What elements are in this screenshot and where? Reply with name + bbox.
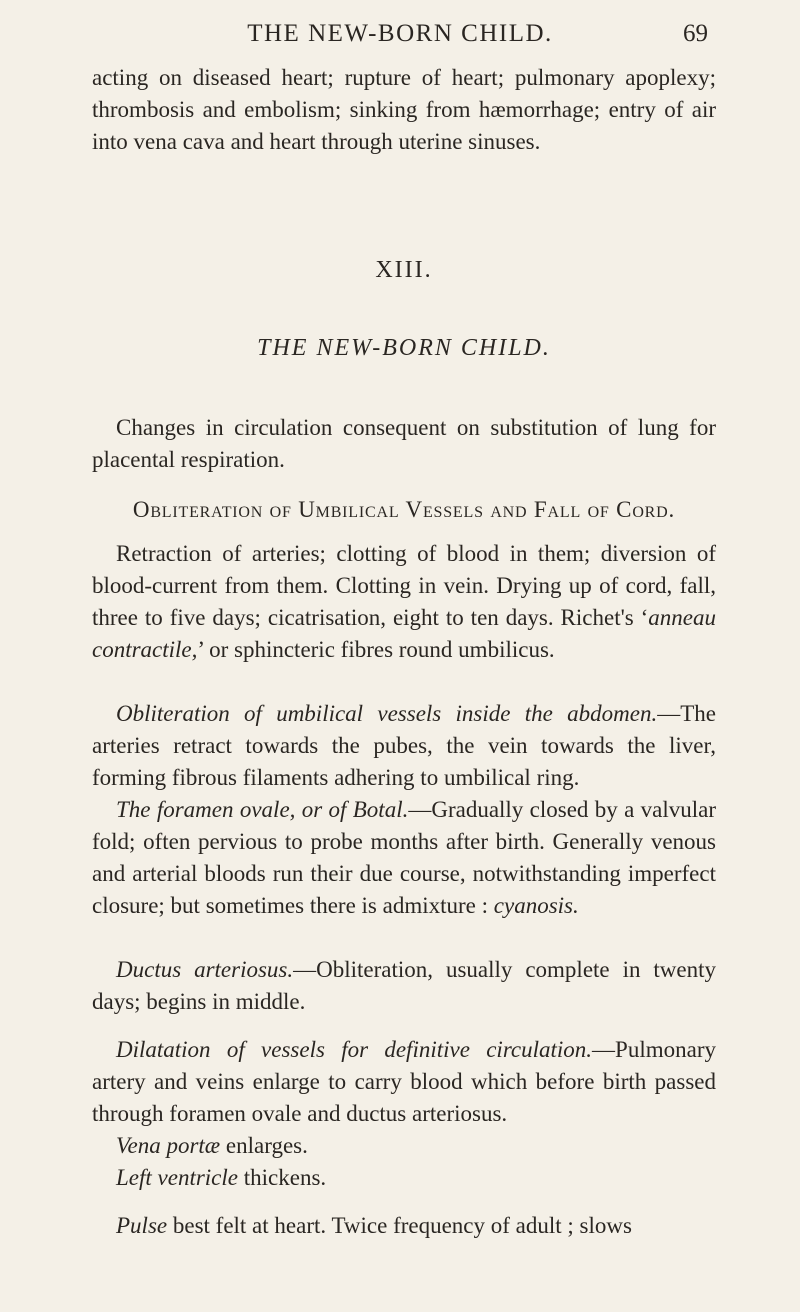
left-ventricle-term: Left ventricle bbox=[116, 1165, 238, 1190]
ductus-term: Ductus arteriosus. bbox=[116, 957, 294, 982]
page-number: 69 bbox=[683, 20, 708, 47]
pulse-term: Pulse bbox=[116, 1213, 168, 1238]
retraction-text-end: ’ or sphincteric fibres round umbilicus. bbox=[197, 637, 555, 662]
foramen-term: The foramen ovale, or of Botal. bbox=[116, 797, 409, 822]
dilatation-paragraph bbox=[92, 1034, 716, 1130]
obliteration-inside-term: Obliteration of umbilical vessels inside the abdomen. bbox=[116, 701, 658, 726]
dilatation-term: Dilatation of vessels for definitive circulation. bbox=[116, 1037, 593, 1062]
vena-portae-term: Vena portæ bbox=[116, 1133, 221, 1158]
dilatation-text: —Pulmonary artery and veins enlarge to carry blood which before birth passed through foramen ovale and ductus arteriosus. bbox=[92, 1037, 716, 1126]
retraction-paragraph bbox=[92, 538, 716, 666]
obliteration-inside-text: —The arteries retract towards the pubes, the vein towards the liver, forming fibrous filaments adhering to umbilical ring. bbox=[92, 701, 716, 790]
retraction-italic: anneau contractile, bbox=[92, 605, 716, 662]
obliteration-inside-paragraph bbox=[92, 698, 716, 794]
pulse-line bbox=[92, 1210, 716, 1242]
chapter-title: THE NEW-BORN CHILD. bbox=[257, 335, 551, 361]
ductus-paragraph bbox=[92, 954, 716, 1018]
left-ventricle-line bbox=[92, 1162, 716, 1194]
pulse-text: best felt at heart. Twice frequency of adult ; slows bbox=[167, 1213, 632, 1238]
vena-portae-line bbox=[92, 1130, 716, 1162]
section-heading: Obliteration of Umbilical Vessels and Fall of Cord. bbox=[132, 497, 676, 522]
intro-paragraph: Changes in circulation consequent on substitution of lung for placental respiration. bbox=[92, 415, 716, 472]
retraction-text-start: Retraction of arteries; clotting of blood in them; diversion of blood-current from them. Clotting in vein. Drying up of cord, fall, three to five days; cicatrisation, eight to ten days. Richet's ‘ bbox=[92, 541, 716, 630]
ductus-text: —Obliteration, usually complete in twenty days; begins in middle. bbox=[92, 957, 716, 1014]
foramen-paragraph bbox=[92, 794, 716, 922]
left-ventricle-text: thickens. bbox=[238, 1165, 327, 1190]
running-title: THE NEW-BORN CHILD. bbox=[247, 20, 553, 47]
foramen-text: —Gradually closed by a valvular fold; often pervious to probe months after birth. Generally venous and arterial bloods run their due course, notwithstanding imperfect closure; but sometimes there is admixture : bbox=[92, 797, 716, 918]
running-head bbox=[0, 14, 800, 54]
foramen-term-end: cyanosis. bbox=[493, 893, 579, 918]
continuation-paragraph: acting on diseased heart; rupture of heart; pulmonary apoplexy; thrombosis and embolism; sinking from hæmorrhage; entry of air into vena cava and heart through uterine sinuses. bbox=[92, 65, 716, 154]
vena-portae-text: enlarges. bbox=[220, 1133, 308, 1158]
chapter-number: XIII. bbox=[375, 257, 433, 283]
